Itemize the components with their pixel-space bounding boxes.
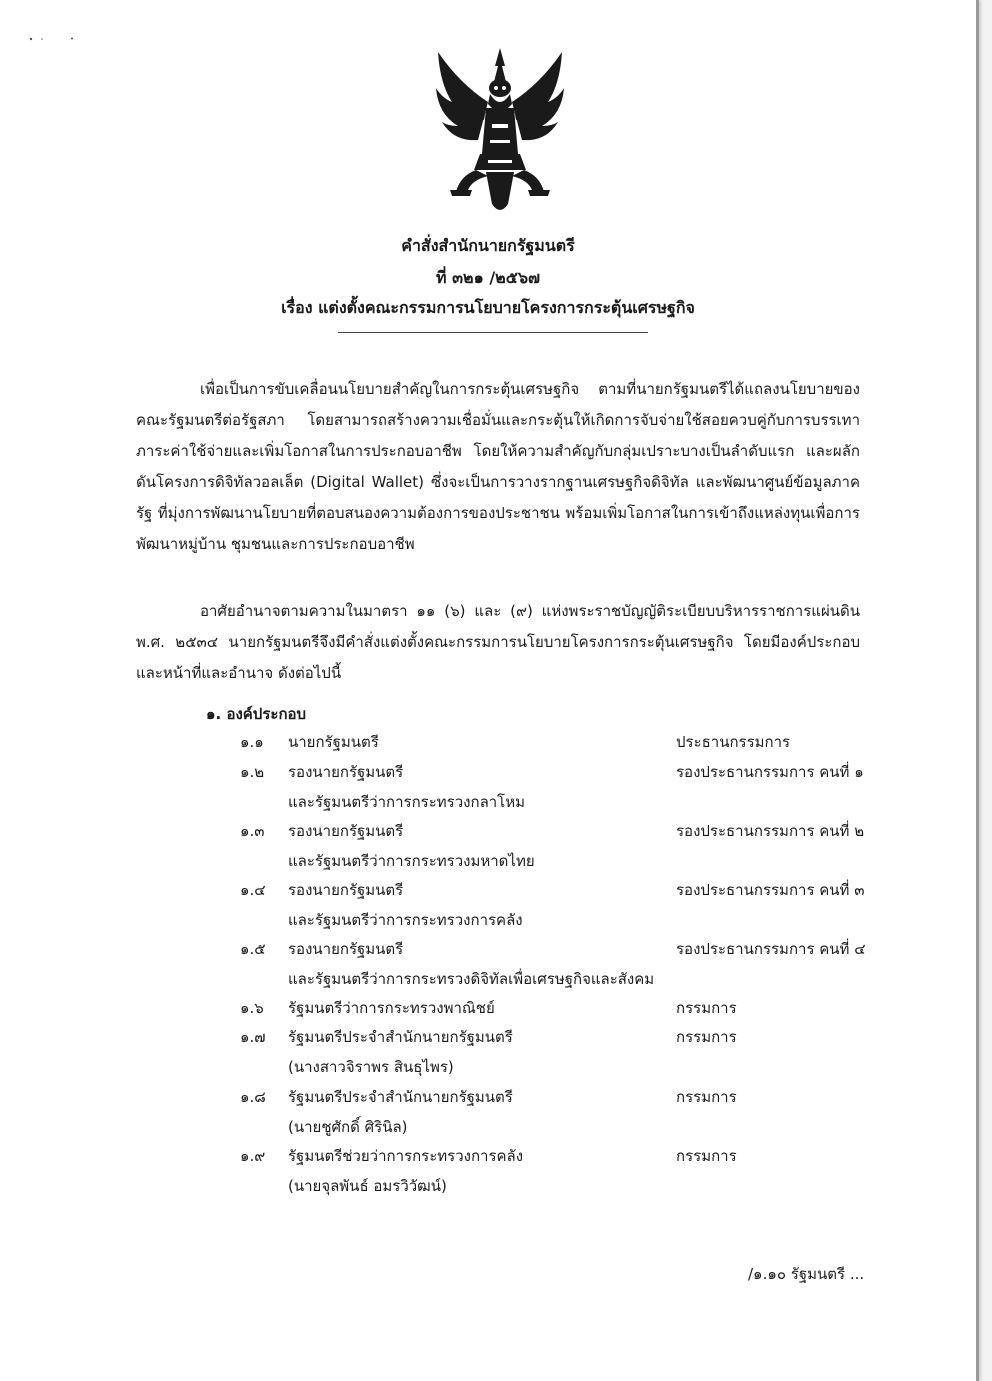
member-number: ๑.๔ bbox=[240, 881, 266, 899]
section-heading: ๑. องค์ประกอบ bbox=[206, 705, 307, 723]
member-role: รองประธานกรรมการ คนที่ ๒ bbox=[676, 822, 865, 840]
member-name: รองนายกรัฐมนตรี bbox=[288, 763, 404, 781]
garuda-emblem-icon bbox=[430, 44, 570, 219]
member-number: ๑.๖ bbox=[240, 999, 264, 1017]
member-name: รัฐมนตรีประจำสำนักนายกรัฐมนตรี bbox=[288, 1028, 513, 1046]
member-number: ๑.๕ bbox=[240, 940, 266, 958]
member-role: ประธานกรรมการ bbox=[676, 733, 791, 751]
member-name: รองนายกรัฐมนตรี bbox=[288, 881, 404, 899]
member-role: รองประธานกรรมการ คนที่ ๔ bbox=[676, 940, 866, 958]
member-name-line2: และรัฐมนตรีว่าการกระทรวงกลาโหม bbox=[288, 793, 526, 811]
member-name: รัฐมนตรีช่วยว่าการกระทรวงการคลัง bbox=[288, 1147, 524, 1165]
member-number: ๑.๘ bbox=[240, 1088, 266, 1106]
continuation-note: /๑.๑๐ รัฐมนตรี ... bbox=[748, 1265, 865, 1283]
member-name-line2: (นางสาวจิราพร สินธุไพร) bbox=[288, 1058, 454, 1076]
member-role: กรรมการ bbox=[676, 1028, 737, 1046]
paragraph-purpose-text: เพื่อเป็นการขับเคลื่อนนโยบายสำคัญในการกระตุ้นเศรษฐกิจ ตามที่นายกรัฐมนตรีได้แถลงนโยบายของคณะรัฐมนตรีต่อรัฐสภา โดยสามารถสร้างความเชื่อมั่นและกระตุ้นให้เกิดการจับจ่ายใช้สอยควบคู่กับการบรรเทาภาระค่าใช้จ่ายและเพิ่มโอกาสในการประกอบอาชีพ โดยให้ความสำคัญกับกลุ่มเปราะบางเป็นลำดับแรก และผลักดันโครงการดิจิทัลวอลเล็ต (Digital Wallet) ซึ่งจะเป็นการวางรากฐานเศรษฐกิจดิจิทัล และพัฒนาศูนย์ข้อมูลภาครัฐ ที่มุ่งการพัฒนานโยบายที่ตอบสนองความต้องการของประชาชน พร้อมเพิ่มโอกาสในการเข้าถึงแหล่งทุนเพื่อการพัฒนาหมู่บ้าน ชุมชนและการประกอบอาชีพ bbox=[136, 380, 860, 553]
member-number: ๑.๒ bbox=[240, 763, 265, 781]
member-name-line2: และรัฐมนตรีว่าการกระทรวงดิจิทัลเพื่อเศรษฐกิจและสังคม bbox=[288, 970, 655, 988]
member-name-line2: (นายจุลพันธ์ อมรวิวัฒน์) bbox=[288, 1177, 447, 1195]
member-name: รัฐมนตรีว่าการกระทรวงพาณิชย์ bbox=[288, 999, 495, 1017]
order-title: คำสั่งสำนักนายกรัฐมนตรี bbox=[401, 236, 575, 255]
member-role: กรรมการ bbox=[676, 1088, 737, 1106]
member-name-line2: และรัฐมนตรีว่าการกระทรวงการคลัง bbox=[288, 911, 523, 929]
order-subject: เรื่อง แต่งตั้งคณะกรรมการนโยบายโครงการกระตุ้นเศรษฐกิจ bbox=[281, 298, 695, 317]
title-divider bbox=[338, 332, 648, 333]
paragraph-purpose bbox=[136, 374, 860, 560]
scan-specks bbox=[28, 36, 88, 42]
member-role: รองประธานกรรมการ คนที่ ๓ bbox=[676, 881, 865, 899]
member-role: กรรมการ bbox=[676, 1147, 737, 1165]
member-name: นายกรัฐมนตรี bbox=[288, 733, 379, 751]
member-number: ๑.๑ bbox=[240, 733, 264, 751]
member-number: ๑.๓ bbox=[240, 822, 265, 840]
member-number: ๑.๗ bbox=[240, 1028, 266, 1046]
member-role: กรรมการ bbox=[676, 999, 737, 1017]
member-name-line2: และรัฐมนตรีว่าการกระทรวงมหาดไทย bbox=[288, 852, 535, 870]
member-name: รองนายกรัฐมนตรี bbox=[288, 940, 404, 958]
member-name-line2: (นายชูศักดิ์ ศิรินิล) bbox=[288, 1118, 408, 1136]
paragraph-authority bbox=[136, 596, 860, 689]
member-number: ๑.๙ bbox=[240, 1147, 266, 1165]
order-number: ที่ ๓๒๑ /๒๕๖๗ bbox=[435, 268, 540, 287]
member-role: รองประธานกรรมการ คนที่ ๑ bbox=[676, 763, 864, 781]
paragraph-authority-text: อาศัยอำนาจตามความในมาตรา ๑๑ (๖) และ (๙) แห่งพระราชบัญญัติระเบียบบริหารราชการแผ่นดิน พ.ศ. ๒๕๓๔ นายกรัฐมนตรีจึงมีคำสั่งแต่งตั้งคณะกรรมการนโยบายโครงการกระตุ้นเศรษฐกิจ โดยมีองค์ประกอบ และหน้าที่และอำนาจ ดังต่อไปนี้ bbox=[136, 602, 860, 682]
member-name: รองนายกรัฐมนตรี bbox=[288, 822, 404, 840]
member-name: รัฐมนตรีประจำสำนักนายกรัฐมนตรี bbox=[288, 1088, 513, 1106]
